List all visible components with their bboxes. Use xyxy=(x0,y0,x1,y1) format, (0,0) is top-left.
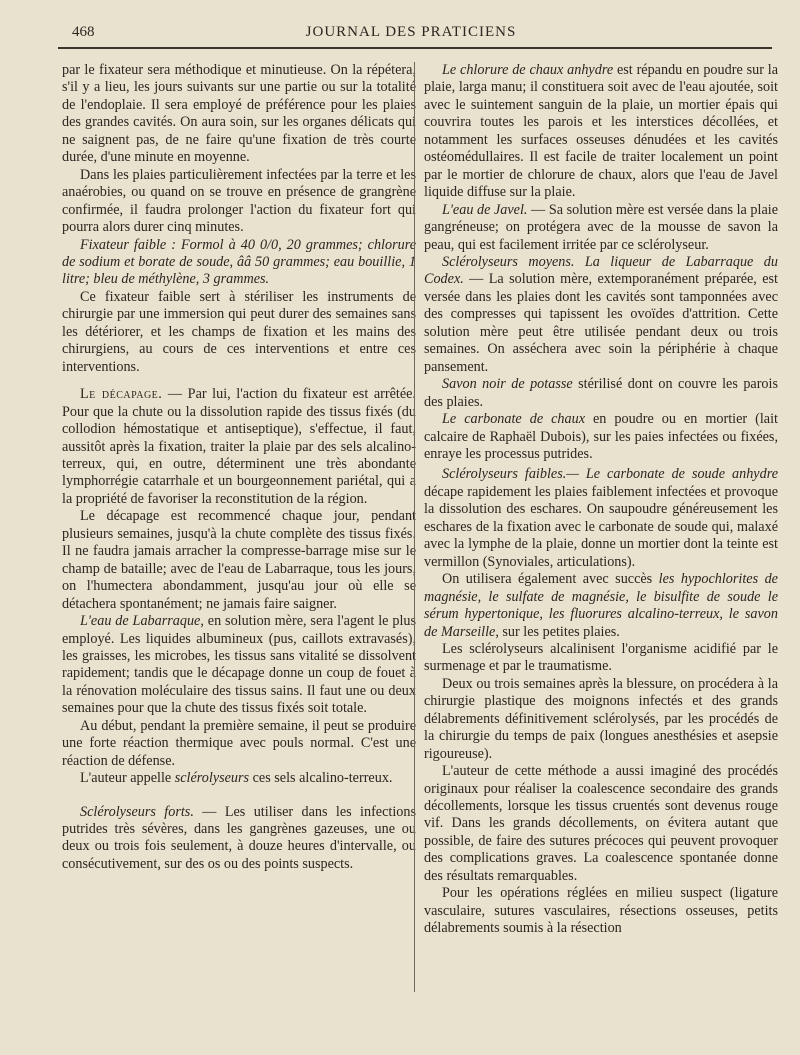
paragraph-text: stérilisé dont on couvre les parois des plaies. xyxy=(424,376,778,410)
paragraph xyxy=(62,804,416,874)
column-divider xyxy=(414,62,415,992)
paragraph xyxy=(62,62,416,167)
paragraph-text: par le fixateur sera méthodique et minutieuse. On la répétera, s'il y a lieu, les jours suivants sur une partie ou sur la totalité de l'endoplaie. Il sera employé de préférence pour les plaies des grandes cavités. On aura soin, sur les organes délicats qui ne saignent pas, de ne faire qu'une fixation de très courte durée, d'une minute en moyenne. xyxy=(62,62,416,166)
italic-lead: Sclérolyseurs moyens. La liqueur de Labarraque du Codex. xyxy=(424,253,778,288)
paragraph-text: — Les utiliser dans les infections putrides très sévères, dans les gangrènes gazeuses, une ou deux ou trois fois seulement, à douze heures d'intervalle, ou consécutivement, sur des os ou des points suspects. xyxy=(62,803,416,872)
italic-term: sclérolyseurs xyxy=(174,770,250,787)
paragraph xyxy=(62,167,416,237)
paragraph xyxy=(424,571,778,641)
paragraph-text: Ce fixateur faible sert à stériliser les instruments de chirurgie par une immersion qui peut durer des semaines sans les détériorer, et les champs de fixation et les mains des chirurgiens, au cours de ces interventions et entre ces interventions. xyxy=(62,288,416,375)
paragraph-text: Deux ou trois semaines après la blessure, on procédera à la chirurgie plastique des moignons infectés et des grands délabrements définitivement sclérolysés, par les procédés de la chirurgie du temps de paix (longues anesthésies et asepsie rigoureuse). xyxy=(424,675,778,762)
left-column xyxy=(62,62,416,873)
page-header xyxy=(50,24,772,46)
paragraph xyxy=(424,885,778,937)
section-heading: Le décapage. xyxy=(80,386,163,403)
paragraph xyxy=(424,202,778,254)
italic-lead: Sclérolyseurs forts. xyxy=(80,803,194,820)
paragraph xyxy=(424,411,778,463)
italic-term: les hypochlorites de magnésie, le sulfate de magnésie, le bisulfite de soude le sérum hypertonique, les fluorures alcalino-terreux, le savon de Marseille xyxy=(424,571,778,640)
italic-lead: L'eau de Javel. xyxy=(442,201,528,218)
paragraph xyxy=(62,386,416,508)
paragraph-text: Dans les plaies particulièrement infectées par la terre et les anaérobies, ou quand on se trouve en présence de grangrène confirmée, il faudra prolonger l'action du fixateur fort qui pourra alors durer cinq minutes. xyxy=(62,166,416,236)
italic-lead: Savon noir de potasse xyxy=(442,376,573,393)
paragraph-text: en poudre ou en mortier (lait calcaire de Raphaël Dubois), sur les paies infectées ou fixées, enraye les processus putrides. xyxy=(424,411,778,462)
paragraph xyxy=(62,508,416,613)
paragraph-text: On utilisera également avec succès xyxy=(442,571,659,588)
paragraph-text: Les sclérolyseurs alcalinisent l'organisme acidifié par le surmenage et par le traumatisme. xyxy=(424,640,778,675)
paragraph-text: L'auteur appelle xyxy=(80,770,175,787)
paragraph-text: , en solution mère, sera l'agent le plus employé. Les liquides albumineux (pus, caillots extravasés), les graisses, les microbes, les tissus sans vitalité se dissolvent rapidement; tandis que le décapage donne un coup de fouet à la rénovation moléculaire des tissus sains. Il faut une ou deux semaines pour que la chute des tissus fixés soit totale. xyxy=(62,613,417,717)
paragraph-text: Le décapage est recommencé chaque jour, pendant plusieurs semaines, jusqu'à la chute complète des tissus fixés. Il ne faudra jamais arracher la compresse-barrage mise sur le champ de bataille; avec de l'eau de Labarraque, tous les jours, on l'humectera abondamment, jusqu'au jour où elle se détachera spontanément; ne jamais faire saigner. xyxy=(62,508,416,612)
paragraph-text: — Sa solution mère est versée dans la plaie gangréneuse; on protégera avec de la mousse de savon la peau, qui est facilement irritée par ce sclérolyseur. xyxy=(424,201,778,253)
paragraph xyxy=(424,254,778,376)
paragraph xyxy=(424,466,778,571)
italic-lead: Sclérolyseurs faibles.— Le carbonate de soude anhydre xyxy=(442,466,778,483)
paragraph-text: — Par lui, l'action du fixateur est arrêtée. Pour que la chute ou la dissolution rapide des tissus fixés (du collodion hémostatique et antiseptique), s'effectue, il faut, aussitôt après la fixation, traiter la plaie par des sels alcalino-terreux, qui, en outre, déterminent une très abondante lymphorrégie catarrhale et un bourgeonnement pariétal, qui a la propriété de favoriser la reconstitution de la région. xyxy=(62,386,416,507)
paragraph-text: Pour les opérations réglées en milieu suspect (ligature vasculaire, sutures vasculaires, résections osseuses, petits délabrements soumis à la résection xyxy=(424,885,778,937)
paragraph xyxy=(424,763,778,885)
paragraph-text: ces sels alcalino-terreux. xyxy=(249,770,393,787)
running-title: JOURNAL DES PRATICIENS xyxy=(305,24,517,40)
paragraph-text: L'auteur de cette méthode a aussi imaginé des procédés originaux pour réaliser la coalescence secondaire des grands décollements, lorsque les tissus cruentés sont devenus rouge vif. Dans les grands décollements, on évitera autant que possible, de faire des sutures précoces qui peuvent provoquer des complications graves. La coalescence spontanée donne des résultats remarquables. xyxy=(424,763,778,884)
paragraph xyxy=(424,376,778,411)
header-rule xyxy=(58,47,772,49)
paragraph-text: , sur les petites plaies. xyxy=(495,623,620,640)
paragraph-text: Au début, pendant la première semaine, il peut se produire une forte réaction thermique avec pouls normal. C'est une réaction de défense. xyxy=(62,717,416,769)
paragraph xyxy=(424,62,778,202)
right-column xyxy=(424,62,778,938)
paragraph xyxy=(62,770,416,787)
formula-text: Fixateur faible : Formol à 40 0/0, 20 grammes; chlorure de sodium et borate de soude, ââ 50 grammes; eau bouillie, 1 litre; bleu de méthylène, 3 grammes. xyxy=(62,236,416,288)
page-number: 468 xyxy=(72,24,95,40)
italic-lead: Le carbonate de chaux xyxy=(442,411,585,428)
paragraph xyxy=(424,641,778,676)
paragraph xyxy=(62,289,416,376)
paragraph-text: est répandu en poudre sur la plaie, larga manu; il constituera soit avec de l'eau ajoutée, soit avec le suintement sanguin de la plaie, un mortier épais qui couvrira toutes les parois et les interstices décollées, et notamment les surfaces osseuses dénudées et les cavités ostéomédullaires. Il est facile de traiter localement un point par le mortier de chlorure de chaux, alors que l'eau de Javel liquide diffuse sur la plaie. xyxy=(424,62,778,201)
italic-lead: Le chlorure de chaux anhydre xyxy=(442,62,614,78)
paragraph xyxy=(62,237,416,289)
paragraph-text: — La solution mère, extemporanément préparée, est versée dans les plaies dont les cavités sont tamponnées avec des compresses qui tapissent les ovoïdes d'attrition. Cette solution mère peut être utilisée pendant deux ou trois semaines. On asséchera avec soin la périphérie à chaque pansement. xyxy=(424,271,778,375)
italic-lead: L'eau de Labarraque xyxy=(80,613,201,630)
paragraph-text: décape rapidement les plaies faiblement infectées et provoque la dissolution des eschares. On saupoudre généreusement les eschares de la fixation avec le carbonate de soude qui, malaxé avec la lymphe de la plaie, donne un mortier dont la teinte est vermillon (Synoviales, articulations). xyxy=(424,483,778,570)
paragraph xyxy=(62,718,416,770)
paragraph xyxy=(424,676,778,763)
paragraph xyxy=(62,613,416,718)
